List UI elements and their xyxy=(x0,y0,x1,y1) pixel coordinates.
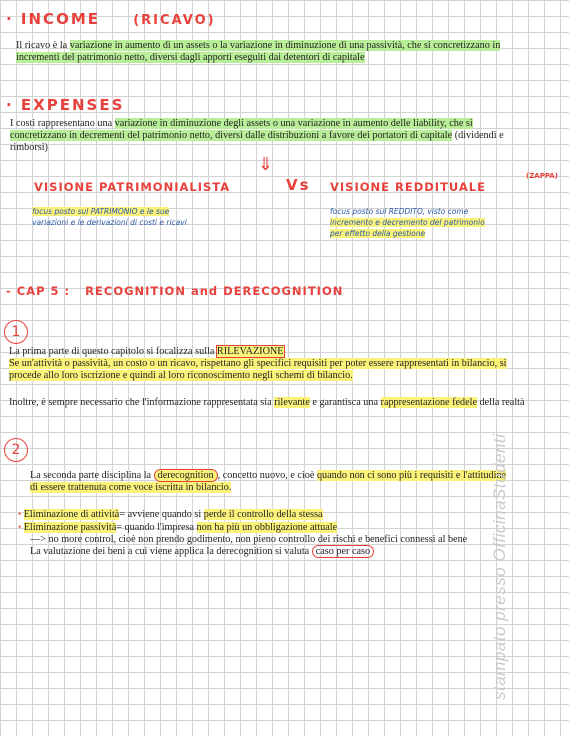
down-arrow-icon: ⇓ xyxy=(258,154,274,175)
section-number-1: 1 xyxy=(4,320,28,344)
watermark: stampato presso OfficinaStudenti xyxy=(490,433,509,700)
income-text: Il ricavo è la xyxy=(16,40,70,51)
section1-highlight: Se un'attività o passività, un costo o un ricavo, rispettano gli specifici requisiti per poter essere rappresentati in bilancio, si xyxy=(9,358,507,369)
expenses-highlight: variazione in diminuzione degli assets o una variazione in aumento delle liability, che si xyxy=(114,118,473,129)
rilevante-highlight: rilevante xyxy=(274,397,310,408)
right-note-line-3: per effetto della gestione xyxy=(330,229,426,238)
section2-bullets xyxy=(18,508,558,558)
bullet-dot-icon: • xyxy=(18,522,22,532)
expenses-text-3: rimborsi) xyxy=(10,142,48,153)
section2-highlight-2: di essere trattenuta come voce iscritta in bilancio. xyxy=(30,482,232,493)
valutazione-line xyxy=(18,546,558,558)
bullet-2-term: Eliminazione passività xyxy=(23,522,117,533)
section2-text: La seconda parte disciplina la xyxy=(30,470,154,481)
bullet-1-text: = avviene quando si xyxy=(119,509,204,520)
visione-left-note xyxy=(32,206,187,228)
expenses-text: I costi rappresentano una xyxy=(10,118,115,129)
caso-per-caso-label: caso per caso xyxy=(312,545,374,558)
section2-highlight: quando non ci sono più i requisiti e l'attitudine xyxy=(316,470,507,481)
income-heading xyxy=(6,10,216,28)
income-definition xyxy=(16,40,556,64)
bullet-item-passivita xyxy=(18,521,558,534)
visione-patrimonialista: VISIONE PATRIMONIALISTA xyxy=(34,180,231,194)
income-highlight-2: incrementi del patrimonio netto, diversi dagli apporti eseguiti dai detentori di capitale xyxy=(16,52,365,63)
no-control-line: —> no more control, cioè non prendo godimento, non pieno controllo dei rischi e benefici connessi al bene xyxy=(30,534,468,545)
section2-text-2: , concetto nuovo, e cioè xyxy=(217,470,317,481)
bullet-dot-icon: • xyxy=(18,509,22,519)
section1-text-4: della realtà xyxy=(477,397,525,408)
section-number-2: 2 xyxy=(4,438,28,462)
visione-right-note xyxy=(330,206,485,239)
section1-paragraph xyxy=(9,346,563,382)
left-note-line-1: focus posto sul PATRIMONIO e le sue xyxy=(32,207,170,216)
expenses-title: · EXPENSES xyxy=(6,96,125,114)
section1-text-3: e garantisca una xyxy=(309,397,381,408)
section1-text: La prima parte di questo capitolo si focalizza sulla xyxy=(9,346,217,357)
rappresentazione-highlight: rappresentazione fedele xyxy=(380,397,477,408)
section1-highlight-2: procede allo loro iscrizione e quindi al loro riconoscimento negli schemi di bilancio. xyxy=(9,370,353,381)
chapter-title: - CAP 5 : RECOGNITION and DERECOGNITION xyxy=(6,284,344,298)
expenses-definition xyxy=(10,118,562,154)
section1-text-2: Inoltre, è sempre necessario che l'informazione rappresentata sia xyxy=(9,397,275,408)
income-title: · INCOME xyxy=(6,10,100,28)
bullet-1-term: Eliminazione di attività xyxy=(23,509,120,520)
bullet-item-attivita xyxy=(18,508,558,521)
valutazione-text: La valutazione dei beni a cui viene applica la derecognition si valuta xyxy=(30,546,312,557)
bullet-2-text: = quando l'impresa xyxy=(116,522,197,533)
versus-label: Vs xyxy=(286,176,311,194)
income-highlight: variazione in aumento di un assets o la variazione in diminuzione di una passività, che si concretizzano in xyxy=(69,40,501,51)
expenses-highlight-2: concretizzano in decrementi del patrimonio netto, diversi dalle distribuzioni a favore dei portatori di capitale xyxy=(10,130,453,141)
bullet-1-highlight: perde il controllo della stessa xyxy=(203,509,323,520)
left-note-line-2: variazioni e le derivazioni di costi e ricavi xyxy=(32,218,187,227)
expenses-text-2: (dividendi e xyxy=(452,130,504,141)
section2-paragraph xyxy=(30,470,560,494)
section1-paragraph-2 xyxy=(9,397,567,409)
zappa-tag: (ZAPPA) xyxy=(526,172,558,180)
bullet-2-highlight: non ha più un obbligazione attuale xyxy=(196,522,338,533)
rilevazione-label: RILEVAZIONE xyxy=(216,346,284,357)
right-note-line-1: focus posto sul REDDITO, visto come xyxy=(330,207,469,216)
derecognition-label: derecognition xyxy=(154,469,218,482)
visione-reddituale: VISIONE REDDITUALE xyxy=(330,180,486,194)
right-note-line-2: incremento e decremento del patrimonio xyxy=(330,218,485,227)
income-title-it: (RICAVO) xyxy=(133,13,216,28)
